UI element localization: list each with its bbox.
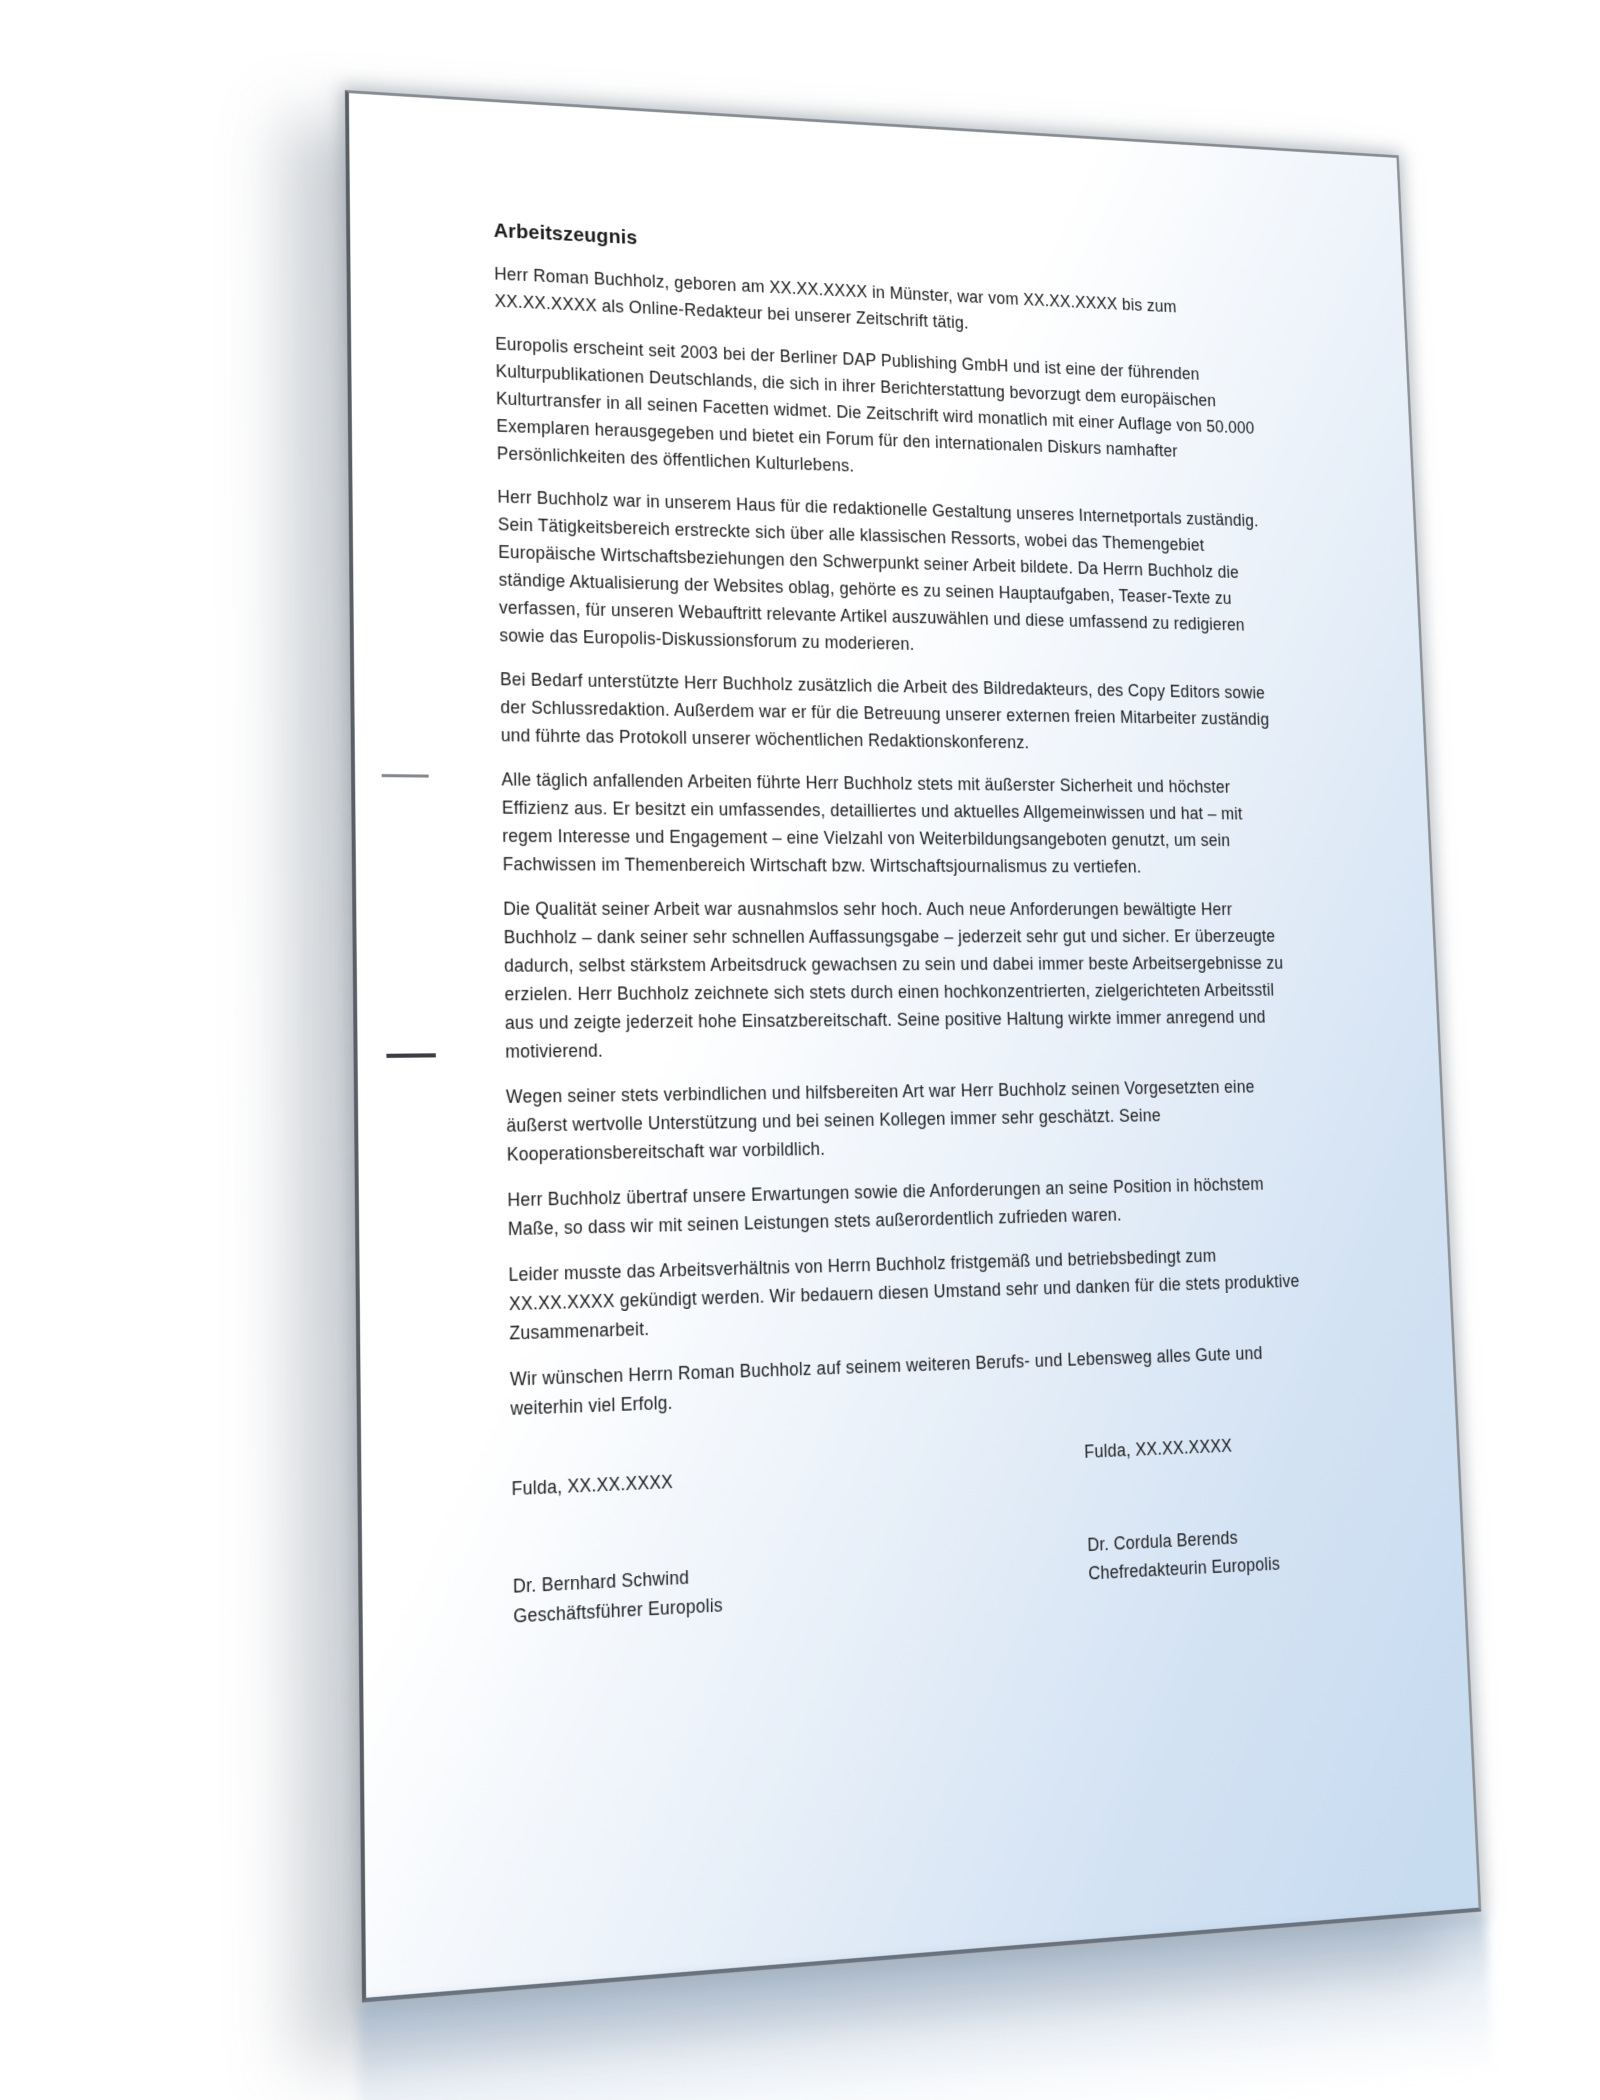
document-page bbox=[345, 90, 1481, 2003]
letter-body bbox=[494, 260, 1454, 1423]
letter-content bbox=[493, 217, 1463, 1631]
signer-name: Dr. Bernhard Schwind bbox=[512, 1566, 690, 1597]
signer-name: Dr. Cordula Berends bbox=[1087, 1527, 1239, 1556]
date-row bbox=[511, 1434, 1457, 1503]
date-right: Fulda, XX.XX.XXXX bbox=[1083, 1435, 1233, 1462]
paragraph: Wir wünschen Herrn Roman Buchholz auf seinem weiteren Berufs- und Lebensweg alles Gute und weiterhin viel Erfolg. bbox=[509, 1343, 1263, 1420]
signature-block-left bbox=[513, 1561, 723, 1631]
paragraph: Herr Buchholz war in unserem Haus für die redaktionelle Gestaltung unseres Internetportals zuständig. Sein Tätigkeitsbereich erstreckte sich über alle klassischen Ressorts, wobei das Themengebiet Europäische Wirtschaftsbeziehungen den Schwerpunkt seiner Arbeit bildete. Da Herrn Buchholz die ständige Aktualisierung der Websites oblag, gehörte es zu seinen Hauptaufgaben, Teaser-Texte zu verfassen, für unseren Webauftritt relevante Artikel auszuwählen und diese umfassend zu redigieren sowie das Europolis-Diskussionsforum zu moderieren. bbox=[497, 486, 1259, 654]
paragraph: Wegen seiner stets verbindlichen und hilfsbereiten Art war Herr Buchholz seinen Vorgesetzten eine äußerst wertvolle Unterstützung und bei seinen Kollegen immer sehr geschätzt. Seine Kooperationsbereitschaft war vorbildlich. bbox=[505, 1076, 1256, 1165]
paragraph: Die Qualität seiner Arbeit war ausnahmslos sehr hoch. Auch neue Anforderungen bewältigte Herr Buchholz – dank seiner sehr schnellen Auffassungsgabe – jederzeit sehr gut und sicher. Er überzeugte dadurch, selbst stärkstem Arbeitsdruck gewachsen zu sein und dabei immer beste Arbeitsergebnisse zu erzielen. Herr Buchholz zeichnete sich stets durch einen hochkonzentrierten, zielgerichteten Arbeitsstil aus und zeigte jederzeit hohe Einsatzbereitschaft. Seine positive Haltung wirkte immer anregend und motivierend. bbox=[503, 898, 1284, 1062]
signature-block-right bbox=[1087, 1521, 1281, 1587]
paragraph: Alle täglich anfallenden Arbeiten führte Herr Buchholz stets mit äußerster Sicherheit und höchster Effizienz aus. Er besitzt ein umfassendes, detailliertes und aktuelles Allgemeinwissen und hat – mit regem Interesse und Engagement – eine Vielzahl von Weiterbildungsangeboten genutzt, um sein Fachwissen im Themenbereich Wirtschaft bzw. Wirtschaftsjournalismus zu vertiefen. bbox=[501, 769, 1243, 877]
paragraph: Europolis erscheint seit 2003 bei der Berliner DAP Publishing GmbH und ist eine der führenden Kulturpublikationen Deutschlands, die sich in ihrer Berichterstattung bevorzugt dem europäischen Kulturtransfer in all seinen Facetten widmet. Die Zeitschrift wird monatlich mit einer Auflage von 50.000 Exemplaren herausgegeben und bietet ein Forum für den internationalen Diskurs namhafter Persönlichkeiten des öffentlichen Kulturlebens. bbox=[495, 333, 1255, 476]
paragraph: Leider musste das Arbeitsverhältnis von Herrn Buchholz fristgemäß und betriebsbedingt zum XX.XX.XXXX gekündigt werden. Wir bedauern diesen Umstand sehr und danken für die stets produktive Zusammenarbeit. bbox=[508, 1245, 1300, 1344]
signer-role: Chefredakteurin Europolis bbox=[1088, 1553, 1281, 1584]
signature-row bbox=[513, 1524, 1463, 1631]
paragraph: Herr Roman Buchholz, geboren am XX.XX.XXXX in Münster, war vom XX.XX.XXXX bis zum XX.XX.XXXX als Online-Redakteur bei unserer Zeitschrift tätig. bbox=[494, 263, 1177, 333]
fold-mark-icon bbox=[382, 774, 429, 778]
date-left: Fulda, XX.XX.XXXX bbox=[511, 1471, 674, 1500]
fold-mark-icon bbox=[386, 1053, 435, 1058]
letter-title: Arbeitszeugnis bbox=[493, 219, 638, 249]
signer-role: Geschäftsführer Europolis bbox=[513, 1594, 724, 1627]
paragraph: Herr Buchholz übertraf unsere Erwartungen sowie die Anforderungen an seine Position in höchstem Maße, so dass wir mit seinen Leistungen stets außerordentlich zufrieden waren. bbox=[507, 1174, 1265, 1240]
paragraph: Bei Bedarf unterstützte Herr Buchholz zusätzlich die Arbeit des Bildredakteurs, des Copy Editors sowie der Schlussredaktion. Außerdem war er für die Betreuung unserer externen freien Mitarbeiter zuständig und führte das Protokoll unserer wöchentlichen Redaktionskonferenz. bbox=[499, 669, 1270, 753]
